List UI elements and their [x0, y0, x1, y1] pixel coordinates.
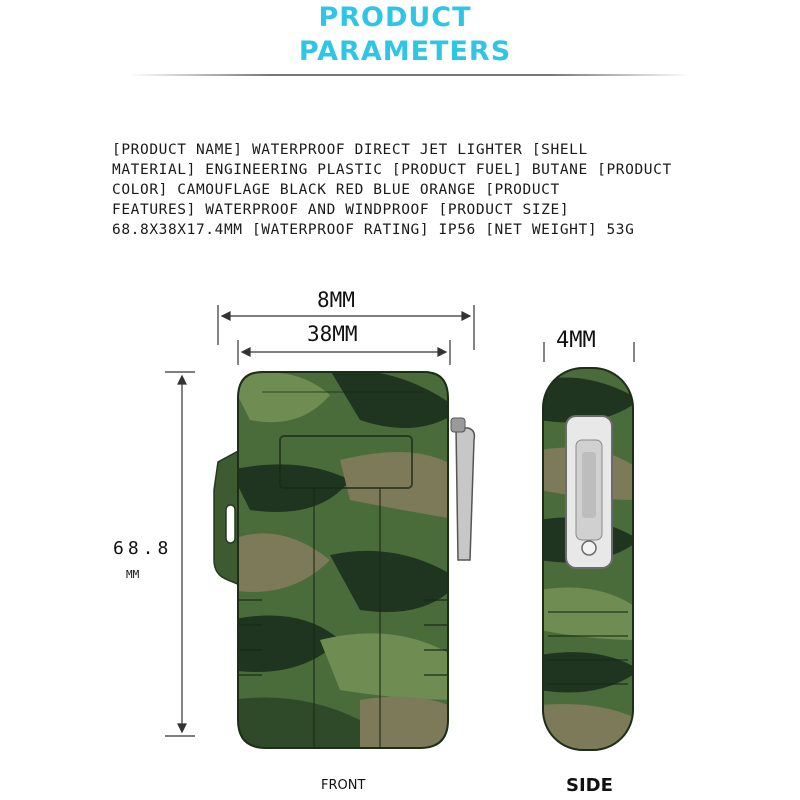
page-title-line1: PRODUCT — [318, 2, 472, 33]
spec-line: FEATURES] WATERPROOF AND WINDPROOF [PRODUCT SIZE] — [112, 202, 570, 218]
height-unit-label: MM — [126, 568, 140, 581]
page-title-line2: PARAMETERS — [298, 36, 512, 67]
side-lighter-image — [540, 368, 640, 760]
height-value-label: 68.8 — [113, 538, 173, 559]
side-caption: SIDE — [566, 775, 613, 796]
spec-line: 68.8X38X17.4MM [WATERPROOF RATING] IP56 [NET WEIGHT] 53G — [112, 222, 635, 238]
inner-width-label: 38MM — [307, 322, 358, 346]
spec-line: COLOR] CAMOUFLAGE BLACK RED BLUE ORANGE [PRODUCT — [112, 182, 560, 198]
front-caption: FRONT — [321, 778, 366, 793]
front-lighter-image — [214, 370, 474, 761]
outer-width-label: 8MM — [317, 288, 355, 312]
spec-line: [PRODUCT NAME] WATERPROOF DIRECT JET LIGHTER [SHELL — [112, 142, 588, 158]
spec-line: MATERIAL] ENGINEERING PLASTIC [PRODUCT FUEL] BUTANE [PRODUCT — [112, 162, 672, 178]
side-width-label: 4MM — [556, 328, 596, 353]
